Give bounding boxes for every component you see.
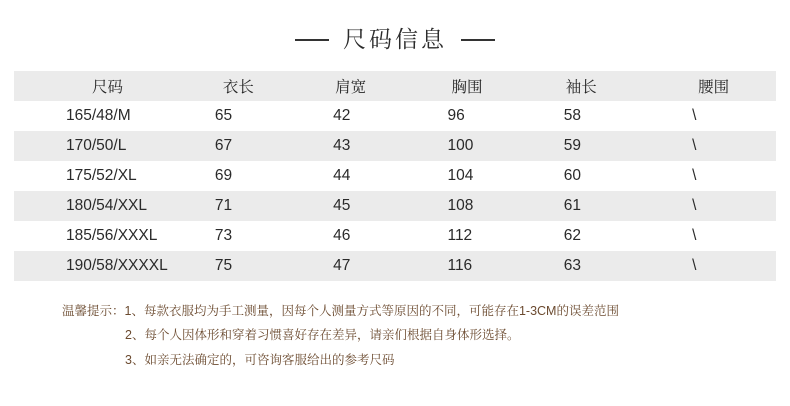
table-row xyxy=(14,191,776,221)
cell-size: 175/52/XL xyxy=(66,167,137,184)
cell-sleeve: 58 xyxy=(563,107,582,124)
table-row xyxy=(14,161,776,191)
cell-shoulder: 44 xyxy=(333,167,351,184)
cell-sleeve: 60 xyxy=(563,167,582,184)
column-header-chest: 胸围 xyxy=(451,79,483,96)
cell-chest: 108 xyxy=(447,197,474,214)
size-table-head xyxy=(14,71,776,101)
note-line-2 xyxy=(0,323,790,347)
cell-size: 185/56/XXXL xyxy=(66,227,158,244)
cell-chest: 100 xyxy=(447,137,474,154)
table-header-row xyxy=(14,71,776,101)
cell-length: 65 xyxy=(214,107,233,124)
cell-shoulder: 45 xyxy=(333,197,351,214)
cell-length: 67 xyxy=(214,137,233,154)
column-header-length: 衣长 xyxy=(222,79,254,96)
page-title-text: 尺码信息 xyxy=(343,26,447,52)
cell-shoulder: 46 xyxy=(333,227,351,244)
cell-chest: 104 xyxy=(447,167,474,184)
cell-sleeve: 63 xyxy=(563,257,582,274)
cell-waist: \ xyxy=(692,197,697,214)
cell-length: 73 xyxy=(214,227,233,244)
cell-length: 69 xyxy=(214,167,233,184)
column-header-shoulder: 肩宽 xyxy=(335,79,367,96)
cell-waist: \ xyxy=(692,137,697,154)
note-text-2: 2、每个人因体形和穿着习惯喜好存在差异，请亲们根据自身体形选择。 xyxy=(125,328,520,343)
note-line-1 xyxy=(0,299,790,323)
cell-chest: 116 xyxy=(447,257,473,274)
cell-waist: \ xyxy=(692,167,697,184)
cell-sleeve: 59 xyxy=(563,137,582,154)
cell-sleeve: 61 xyxy=(563,197,582,214)
notes-lead-label: 温馨提示： xyxy=(62,304,125,318)
size-table-body xyxy=(14,101,776,281)
column-header-waist: 腰围 xyxy=(698,79,730,96)
note-text-3: 3、如亲无法确定的，可咨询客服给出的参考尺码 xyxy=(125,352,395,367)
cell-waist: \ xyxy=(692,107,697,124)
cell-chest: 96 xyxy=(447,107,465,124)
note-text-1: 1、每款衣服均为手工测量，因每个人测量方式等原因的不同，可能存在1-3CM的误差范围 xyxy=(124,304,619,318)
cell-sleeve: 62 xyxy=(563,227,582,244)
title-right-dash-icon xyxy=(461,39,495,41)
cell-shoulder: 42 xyxy=(333,107,351,124)
table-row xyxy=(14,251,776,281)
cell-chest: 112 xyxy=(447,227,473,244)
column-header-size: 尺码 xyxy=(92,79,124,96)
cell-size: 170/50/L xyxy=(66,137,127,154)
cell-length: 71 xyxy=(214,197,233,214)
size-table xyxy=(14,71,776,281)
column-header-sleeve: 袖长 xyxy=(565,79,597,96)
cell-shoulder: 43 xyxy=(333,137,351,154)
size-table-container xyxy=(0,71,790,281)
page-title xyxy=(0,0,790,71)
cell-length: 75 xyxy=(214,257,233,274)
cell-waist: \ xyxy=(692,257,697,274)
cell-waist: \ xyxy=(692,227,697,244)
title-left-dash-icon xyxy=(295,39,329,41)
cell-size: 165/48/M xyxy=(66,107,131,124)
table-row xyxy=(14,101,776,131)
note-line-3 xyxy=(0,348,790,372)
cell-shoulder: 47 xyxy=(333,257,351,274)
cell-size: 180/54/XXL xyxy=(66,197,148,214)
table-row xyxy=(14,131,776,161)
table-row xyxy=(14,221,776,251)
notes-block xyxy=(0,281,790,372)
cell-size: 190/58/XXXXL xyxy=(66,257,168,274)
